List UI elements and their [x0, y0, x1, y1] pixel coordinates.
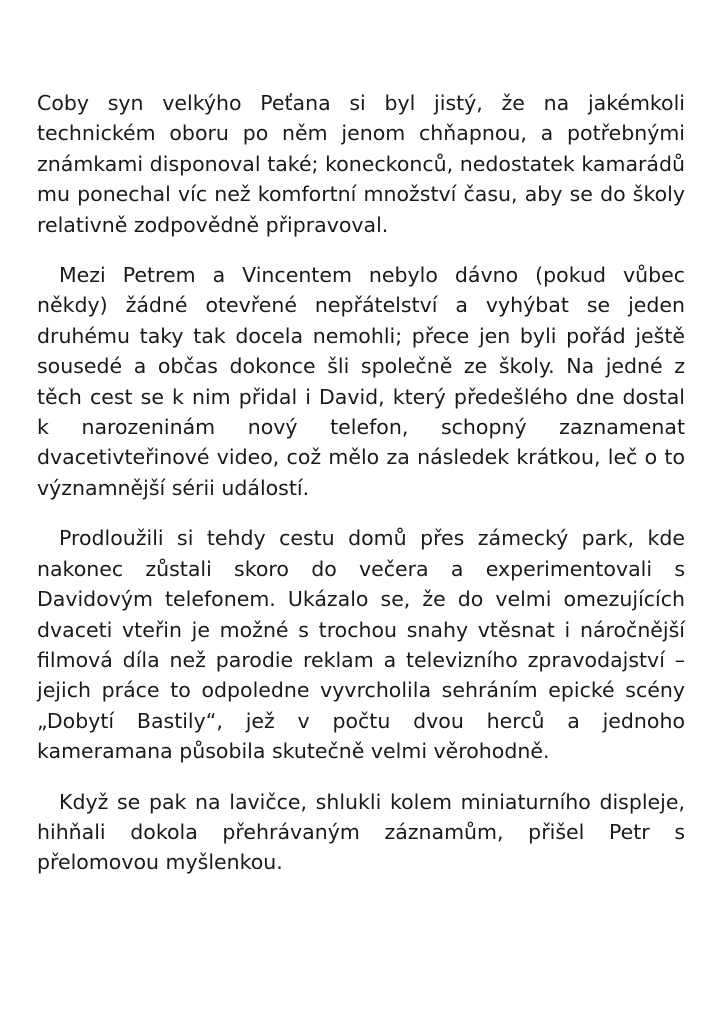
- paragraph-1: Coby syn velkýho Peťana si byl jistý, že na jakémkoli technickém oboru po něm jenom chňapnou, a potřebnými známkami disponoval také; koneckonců, nedostatek kamarádů mu ponechal víc než komfortní množství času, aby se do školy relativně zodpovědně připravoval.: [37, 91, 685, 237]
- paragraph-2: Mezi Petrem a Vincentem nebylo dávno (pokud vůbec někdy) žádné otevřené nepřátelství a vyhýbat se jeden druhému taky tak docela nemohli; přece jen byli pořád ještě sousedé a občas dokonce šli společně ze školy. Na jedné z těch cest se k nim přidal i David, který předešlého dne dostal k narozeninám nový telefon, schopný zaznamenat dvacetivteřinové video, což mělo za následek krátkou, leč o to významnější sérii událostí.: [37, 263, 685, 500]
- page-body: [37, 88, 685, 898]
- paragraph-4: Když se pak na lavičce, shlukli kolem miniaturního displeje, hihňali dokola přehrávaným záznamům, přišel Petr s přelomovou myšlenkou.: [37, 789, 685, 875]
- paragraph-3: Prodloužili si tehdy cestu domů přes zámecký park, kde nakonec zůstali skoro do večera a experimentovali s Davidovým telefonem. Ukázalo se, že do velmi omezujících dvaceti vteřin je možné s trochou snahy vtěsnat i náročnější filmová díla než parodie reklam a televizního zpravodajství – jejich práce to odpoledne vyvrcholila sehráním epické scény „Dobytí Bastily“, jež v počtu dvou herců a jednoho kameramana působila skutečně velmi věrohodně.: [37, 526, 685, 764]
